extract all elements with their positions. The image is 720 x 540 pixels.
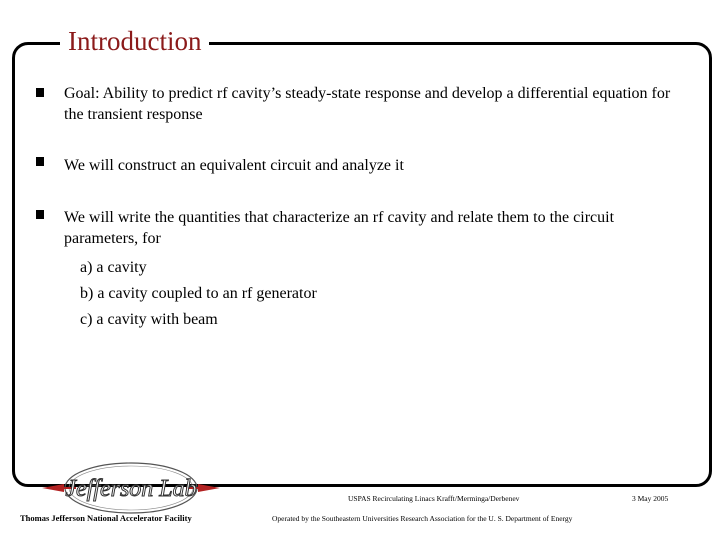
- jefferson-lab-logo: [40, 458, 222, 520]
- svg-text:Jefferson Lab: Jefferson Lab: [65, 476, 197, 502]
- bullet-circuit: We will construct an equivalent circuit and analyze it: [64, 157, 404, 174]
- sub-item-beam: c) a cavity with beam: [80, 311, 218, 328]
- bullet-goal: Goal: Ability to predict rf cavity’s steady-state response and develop a differential equation for the transient response: [64, 85, 671, 123]
- sub-item-coupled: b) a cavity coupled to an rf generator: [80, 285, 317, 302]
- bullet-quantities: We will write the quantities that characterize an rf cavity and relate them to the circuit parameters, for: [64, 209, 615, 247]
- bullet-square-icon: [36, 210, 44, 219]
- footer-operator: Operated by the Southeastern Universities Research Association for the U. S. Department of Energy: [272, 514, 573, 523]
- sub-item-cavity: a) a cavity: [80, 259, 147, 276]
- footer-facility: Thomas Jefferson National Accelerator Facility: [20, 513, 192, 523]
- slide-title: Introduction: [60, 24, 209, 58]
- footer-date: 3 May 2005: [632, 494, 669, 503]
- bullet-square-icon: [36, 157, 44, 166]
- bullet-square-icon: [36, 88, 44, 97]
- footer-course: USPAS Recirculating Linacs Krafft/Merminga/Derbenev: [348, 494, 520, 503]
